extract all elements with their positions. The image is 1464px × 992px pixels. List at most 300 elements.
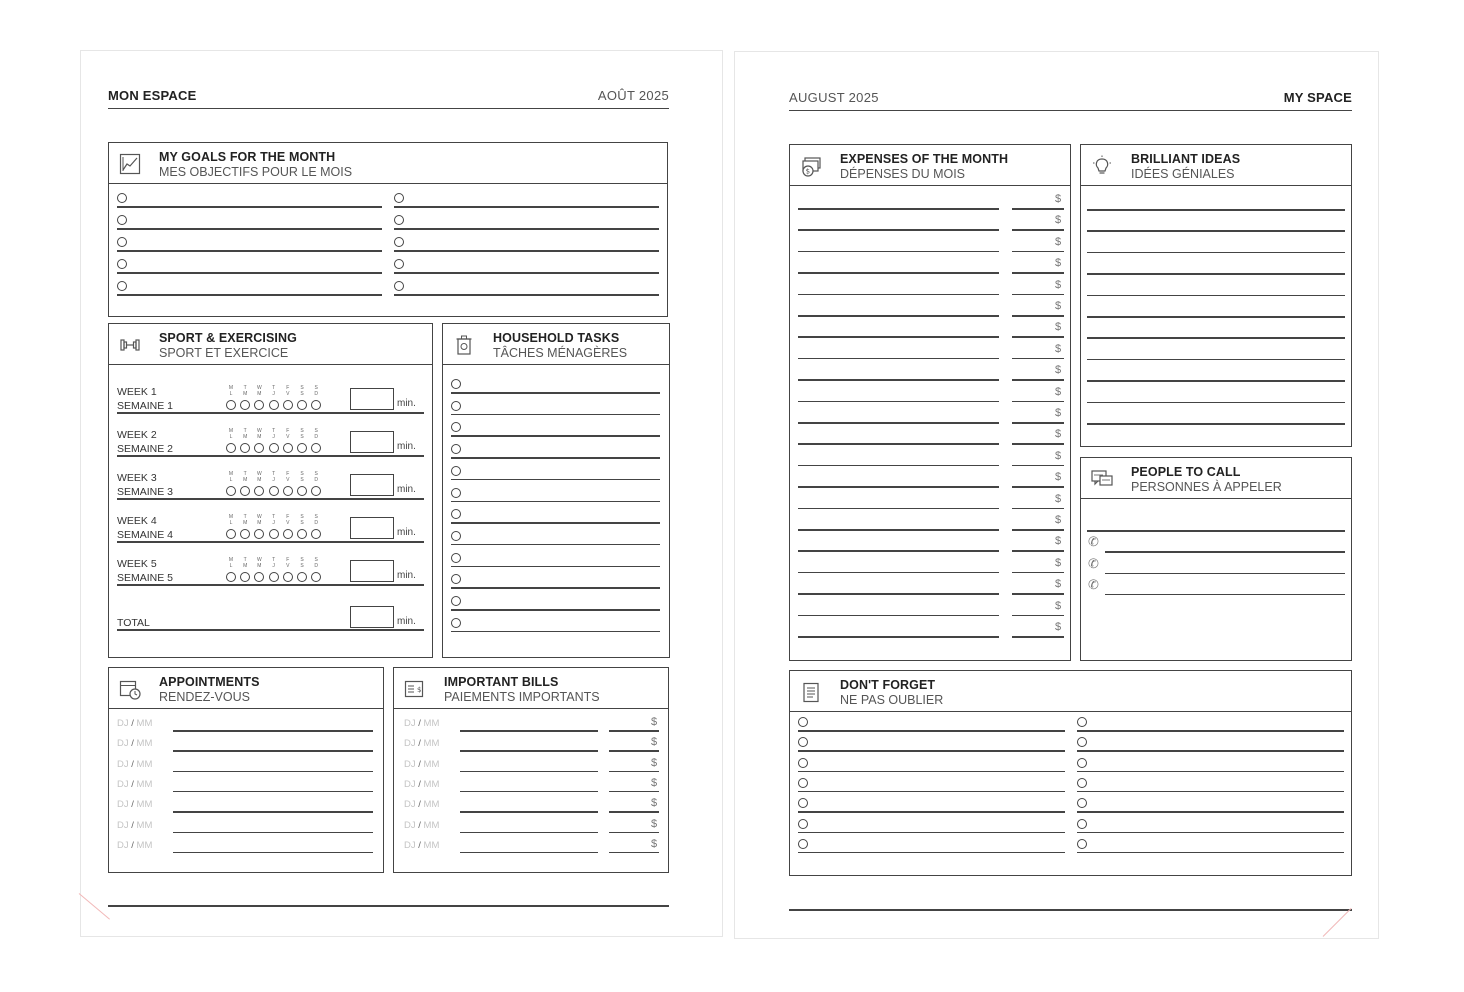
bill-line[interactable] <box>460 832 598 834</box>
date-day-placeholder: DJ <box>404 718 416 729</box>
currency-symbol: $ <box>651 716 658 728</box>
household-title: HOUSEHOLD TASKS <box>493 331 620 345</box>
task-line[interactable] <box>451 631 660 633</box>
date-month-placeholder: MM <box>136 778 153 790</box>
sport-total-minutes-box[interactable] <box>350 606 394 628</box>
day-checkbox[interactable] <box>254 443 264 453</box>
expense-amount-line[interactable] <box>1012 272 1064 274</box>
reminder-checkbox[interactable] <box>1077 778 1087 788</box>
reminder-line[interactable] <box>1077 750 1344 752</box>
day-letter-en: W <box>257 514 262 520</box>
task-line[interactable] <box>451 522 660 524</box>
goal-line[interactable] <box>117 294 382 296</box>
date-placeholder <box>117 820 152 831</box>
phone-icon: ✆ <box>1088 576 1099 592</box>
reminder-line[interactable] <box>798 832 1065 834</box>
reminder-checkbox[interactable] <box>798 717 808 727</box>
idea-line[interactable] <box>1087 380 1345 382</box>
reminder-checkbox[interactable] <box>1077 717 1087 727</box>
day-checkbox[interactable] <box>254 529 264 539</box>
idea-line[interactable] <box>1087 295 1345 297</box>
bills-title: IMPORTANT BILLS <box>444 675 559 689</box>
day-letter-en: T <box>243 471 247 477</box>
reminder-line[interactable] <box>1077 730 1344 732</box>
date-separator: / <box>128 839 137 851</box>
goal-line[interactable] <box>117 206 382 208</box>
people-subtitle: PERSONNES À APPELER <box>1131 480 1282 494</box>
reminder-line[interactable] <box>1077 832 1344 834</box>
reminder-line[interactable] <box>798 791 1065 793</box>
day-letter-en: S <box>300 471 304 477</box>
day-checkbox[interactable] <box>311 400 321 410</box>
week-label-fr: SEMAINE 1 <box>117 400 174 412</box>
day-letter-en: M <box>228 385 234 391</box>
day-checkbox[interactable] <box>269 572 279 582</box>
date-separator: / <box>415 738 424 750</box>
reminder-checkbox[interactable] <box>798 778 808 788</box>
expense-amount-line[interactable] <box>1012 229 1064 231</box>
week-line <box>117 541 424 543</box>
day-checkbox[interactable] <box>240 443 250 453</box>
bill-line[interactable] <box>460 730 598 732</box>
sport-box <box>108 323 433 658</box>
goal-checkbox[interactable] <box>117 215 127 225</box>
bill-amount-line[interactable] <box>609 750 659 752</box>
expense-line[interactable] <box>798 443 999 445</box>
expense-amount-line[interactable] <box>1012 358 1064 360</box>
day-letter-en: S <box>300 385 304 391</box>
day-checkbox[interactable] <box>311 572 321 582</box>
reminder-line[interactable] <box>1077 791 1344 793</box>
money-stack-icon <box>800 155 822 177</box>
expense-amount-line[interactable] <box>1012 315 1064 317</box>
currency-symbol: $ <box>651 776 658 789</box>
reminder-checkbox[interactable] <box>798 798 808 808</box>
task-checkbox[interactable] <box>451 531 461 541</box>
reminder-checkbox[interactable] <box>1077 819 1087 829</box>
day-checkbox[interactable] <box>269 486 279 496</box>
bill-amount-line[interactable] <box>609 730 659 732</box>
expense-amount-line[interactable] <box>1012 486 1064 488</box>
task-line[interactable] <box>451 566 660 568</box>
ideas-subtitle: IDÉES GÉNIALES <box>1131 167 1235 181</box>
right-header-title: MY SPACE <box>1283 90 1352 105</box>
date-placeholder <box>404 738 439 749</box>
expense-amount-line[interactable] <box>1012 401 1064 403</box>
day-checkbox[interactable] <box>283 529 293 539</box>
expense-amount-line[interactable] <box>1012 379 1064 381</box>
appointments-subtitle: RENDEZ-VOUS <box>159 690 250 704</box>
day-checkbox[interactable] <box>297 486 307 496</box>
bills-subtitle: PAIEMENTS IMPORTANTS <box>444 690 600 704</box>
idea-line[interactable] <box>1087 423 1345 425</box>
task-checkbox[interactable] <box>451 401 461 411</box>
sport-week-row <box>109 386 433 422</box>
left-corner-mark <box>79 893 110 919</box>
idea-line[interactable] <box>1087 337 1345 339</box>
expense-amount-line[interactable] <box>1012 336 1064 338</box>
goal-checkbox[interactable] <box>394 193 404 203</box>
household-box <box>442 323 670 658</box>
day-letter-en: F <box>286 385 290 391</box>
day-letter-en: M <box>228 428 234 434</box>
day-letter-en: S <box>300 428 304 434</box>
expense-line[interactable] <box>798 465 999 467</box>
left-page <box>80 50 723 937</box>
expense-line[interactable] <box>798 315 999 317</box>
date-day-placeholder: DJ <box>117 778 129 790</box>
expense-amount-line[interactable] <box>1012 529 1064 531</box>
day-letter-fr: V <box>286 391 290 397</box>
bill-line[interactable] <box>460 771 598 773</box>
date-day-placeholder: DJ <box>404 758 416 770</box>
week-minutes-box[interactable] <box>350 431 394 453</box>
expense-amount-line[interactable] <box>1012 208 1064 210</box>
day-checkbox[interactable] <box>297 443 307 453</box>
right-page <box>734 51 1379 939</box>
expense-line[interactable] <box>798 336 999 338</box>
currency-symbol: $ <box>1055 535 1062 548</box>
bill-amount-line[interactable] <box>609 832 659 834</box>
date-separator: / <box>415 718 424 729</box>
day-checkbox[interactable] <box>254 486 264 496</box>
expense-line[interactable] <box>798 572 999 574</box>
dumbbell-icon <box>119 334 141 356</box>
reminder-checkbox[interactable] <box>1077 758 1087 768</box>
week-minutes-box[interactable] <box>350 517 394 539</box>
week-min-label: min. <box>397 484 416 495</box>
date-separator: / <box>415 819 424 831</box>
expense-line[interactable] <box>798 294 999 296</box>
task-checkbox[interactable] <box>451 618 461 628</box>
date-separator: / <box>128 738 137 750</box>
bills-box-header <box>394 668 668 709</box>
day-letter-fr: L <box>229 520 233 526</box>
task-line[interactable] <box>451 414 660 416</box>
currency-symbol: $ <box>1055 342 1062 355</box>
goal-checkbox[interactable] <box>394 215 404 225</box>
right-corner-mark <box>1323 908 1352 937</box>
date-month-placeholder: MM <box>423 799 440 811</box>
bill-line[interactable] <box>460 791 598 793</box>
people-line[interactable] <box>1087 530 1345 532</box>
day-checkbox[interactable] <box>283 572 293 582</box>
expense-line[interactable] <box>798 229 999 231</box>
day-checkbox[interactable] <box>226 400 236 410</box>
expense-line[interactable] <box>798 636 999 638</box>
expense-line[interactable] <box>798 401 999 403</box>
people-line[interactable] <box>1105 573 1345 575</box>
goals-subtitle: MES OBJECTIFS POUR LE MOIS <box>159 165 353 179</box>
day-checkbox[interactable] <box>240 486 250 496</box>
idea-line[interactable] <box>1087 209 1345 211</box>
goal-line[interactable] <box>394 228 659 230</box>
people-title: PEOPLE TO CALL <box>1131 465 1241 479</box>
appointment-line[interactable] <box>173 791 373 793</box>
task-checkbox[interactable] <box>451 553 461 563</box>
idea-line[interactable] <box>1087 316 1345 318</box>
day-letter-fr: J <box>272 391 275 397</box>
date-month-placeholder: MM <box>136 839 153 851</box>
appointment-line[interactable] <box>173 750 373 752</box>
reminder-line[interactable] <box>798 771 1065 773</box>
idea-line[interactable] <box>1087 273 1345 275</box>
day-letter-fr: S <box>300 391 304 397</box>
date-month-placeholder: MM <box>136 738 153 750</box>
day-checkbox[interactable] <box>254 400 264 410</box>
goal-checkbox[interactable] <box>394 259 404 269</box>
day-letter-fr: M <box>257 563 262 569</box>
goal-line[interactable] <box>117 272 382 274</box>
people-box-header <box>1081 458 1351 499</box>
goal-line[interactable] <box>394 250 659 252</box>
dont-forget-subtitle: NE PAS OUBLIER <box>840 693 944 707</box>
goal-checkbox[interactable] <box>117 193 127 203</box>
reminder-checkbox[interactable] <box>798 839 808 849</box>
day-checkbox[interactable] <box>269 443 279 453</box>
day-letter-fr: V <box>286 434 290 440</box>
expense-amount-line[interactable] <box>1012 593 1064 595</box>
week-line <box>117 455 424 457</box>
task-line[interactable] <box>451 457 660 459</box>
goals-box-header <box>109 143 667 184</box>
dont-forget-box <box>789 670 1352 876</box>
currency-symbol: $ <box>1055 492 1062 505</box>
day-letter-fr: S <box>300 434 304 440</box>
bill-amount-line[interactable] <box>609 852 659 854</box>
reminder-checkbox[interactable] <box>1077 798 1087 808</box>
expense-amount-line[interactable] <box>1012 422 1064 424</box>
appointment-line[interactable] <box>173 832 373 834</box>
idea-line[interactable] <box>1087 402 1345 404</box>
appointment-line[interactable] <box>173 811 373 813</box>
expense-line[interactable] <box>798 593 999 595</box>
bill-amount-line[interactable] <box>609 811 659 813</box>
day-letter-fr: D <box>314 520 318 526</box>
goals-title: MY GOALS FOR THE MONTH <box>159 150 336 164</box>
currency-symbol: $ <box>1055 300 1062 312</box>
date-day-placeholder: DJ <box>117 738 129 750</box>
goal-line[interactable] <box>117 228 382 230</box>
day-letter-en: F <box>286 428 290 434</box>
reminder-checkbox[interactable] <box>798 737 808 747</box>
bill-line[interactable] <box>460 811 598 813</box>
bill-amount-line[interactable] <box>609 791 659 793</box>
date-placeholder <box>404 840 439 851</box>
day-checkbox[interactable] <box>226 443 236 453</box>
task-checkbox[interactable] <box>451 379 461 389</box>
expense-amount-line[interactable] <box>1012 251 1064 253</box>
task-checkbox[interactable] <box>451 488 461 498</box>
sport-week-row <box>109 515 433 551</box>
task-line[interactable] <box>451 501 660 503</box>
reminder-line[interactable] <box>1077 852 1344 854</box>
reminder-checkbox[interactable] <box>798 758 808 768</box>
day-checkbox[interactable] <box>226 572 236 582</box>
sport-box-header <box>109 324 432 365</box>
day-letter-en: S <box>300 514 304 520</box>
day-checkbox[interactable] <box>283 486 293 496</box>
day-checkbox[interactable] <box>297 529 307 539</box>
expense-line[interactable] <box>798 379 999 381</box>
goal-line[interactable] <box>394 206 659 208</box>
week-label-en: WEEK 4 <box>117 515 157 527</box>
goal-line[interactable] <box>117 250 382 252</box>
date-placeholder <box>404 799 439 810</box>
task-line[interactable] <box>451 587 660 589</box>
week-label-fr: SEMAINE 5 <box>117 572 174 584</box>
expenses-box-header <box>790 145 1070 186</box>
sport-week-row <box>109 472 433 508</box>
goal-checkbox[interactable] <box>117 259 127 269</box>
goal-checkbox[interactable] <box>117 281 127 291</box>
date-separator: / <box>415 758 424 770</box>
day-checkbox[interactable] <box>311 529 321 539</box>
expense-line[interactable] <box>798 615 999 617</box>
expense-amount-line[interactable] <box>1012 508 1064 510</box>
day-checkbox[interactable] <box>226 486 236 496</box>
date-separator: / <box>415 778 424 790</box>
task-checkbox[interactable] <box>451 422 461 432</box>
expense-line[interactable] <box>798 422 999 424</box>
day-letter-en: S <box>314 557 318 563</box>
expense-line[interactable] <box>798 208 999 210</box>
task-checkbox[interactable] <box>451 466 461 476</box>
expense-line[interactable] <box>798 251 999 253</box>
chat-bubbles-icon <box>1091 468 1113 490</box>
date-day-placeholder: DJ <box>117 819 129 831</box>
expense-line[interactable] <box>798 508 999 510</box>
week-minutes-box[interactable] <box>350 388 394 410</box>
expense-line[interactable] <box>798 486 999 488</box>
day-letter-en: M <box>228 557 234 563</box>
task-checkbox[interactable] <box>451 596 461 606</box>
date-placeholder <box>404 779 439 790</box>
reminder-line[interactable] <box>1077 771 1344 773</box>
day-letter-en: S <box>314 428 318 434</box>
day-checkbox[interactable] <box>269 529 279 539</box>
goal-checkbox[interactable] <box>394 281 404 291</box>
goal-checkbox[interactable] <box>394 237 404 247</box>
task-checkbox[interactable] <box>451 509 461 519</box>
expense-line[interactable] <box>798 550 999 552</box>
task-line[interactable] <box>451 544 660 546</box>
week-minutes-box[interactable] <box>350 474 394 496</box>
day-checkbox[interactable] <box>240 572 250 582</box>
day-checkbox[interactable] <box>240 400 250 410</box>
date-placeholder <box>117 738 152 749</box>
expense-line[interactable] <box>798 358 999 360</box>
expense-amount-line[interactable] <box>1012 465 1064 467</box>
bill-line[interactable] <box>460 750 598 752</box>
expense-amount-line[interactable] <box>1012 443 1064 445</box>
day-checkbox[interactable] <box>297 400 307 410</box>
date-day-placeholder: DJ <box>117 839 129 851</box>
day-checkbox[interactable] <box>311 486 321 496</box>
reminder-checkbox[interactable] <box>798 819 808 829</box>
expense-amount-line[interactable] <box>1012 550 1064 552</box>
date-placeholder <box>117 779 152 790</box>
day-letter-fr: M <box>257 391 262 397</box>
currency-symbol: $ <box>1055 578 1062 591</box>
idea-line[interactable] <box>1087 252 1345 254</box>
reminder-line[interactable] <box>798 852 1065 854</box>
day-checkbox[interactable] <box>240 529 250 539</box>
expense-amount-line[interactable] <box>1012 615 1064 617</box>
reminder-line[interactable] <box>1077 811 1344 813</box>
day-letter-fr: L <box>229 391 233 397</box>
reminder-line[interactable] <box>798 730 1065 732</box>
date-month-placeholder: MM <box>423 718 440 729</box>
idea-line[interactable] <box>1087 230 1345 232</box>
task-line[interactable] <box>451 609 660 611</box>
date-day-placeholder: DJ <box>404 819 416 831</box>
day-checkbox[interactable] <box>283 443 293 453</box>
reminder-checkbox[interactable] <box>1077 737 1087 747</box>
day-checkbox[interactable] <box>254 572 264 582</box>
svg-text:$: $ <box>805 167 811 176</box>
phone-icon: ✆ <box>1088 534 1099 550</box>
expense-amount-line[interactable] <box>1012 294 1064 296</box>
goal-checkbox[interactable] <box>117 237 127 247</box>
task-checkbox[interactable] <box>451 574 461 584</box>
day-letter-fr: L <box>229 563 233 569</box>
task-checkbox[interactable] <box>451 444 461 454</box>
people-line[interactable] <box>1105 594 1345 596</box>
expense-amount-line[interactable] <box>1012 636 1064 638</box>
appointment-line[interactable] <box>173 852 373 854</box>
week-minutes-box[interactable] <box>350 560 394 582</box>
idea-line[interactable] <box>1087 359 1345 361</box>
bill-line[interactable] <box>460 852 598 854</box>
day-letter-en: S <box>314 514 318 520</box>
sport-total-min-label: min. <box>397 616 416 627</box>
expense-line[interactable] <box>798 272 999 274</box>
day-checkbox[interactable] <box>283 400 293 410</box>
day-letter-fr: J <box>272 434 275 440</box>
reminder-checkbox[interactable] <box>1077 839 1087 849</box>
invoice-icon <box>404 678 426 700</box>
appointment-line[interactable] <box>173 730 373 732</box>
currency-symbol: $ <box>1055 278 1062 291</box>
task-line[interactable] <box>451 479 660 481</box>
calendar-clock-icon <box>119 678 141 700</box>
task-line[interactable] <box>451 435 660 437</box>
goal-line[interactable] <box>394 272 659 274</box>
day-letter-fr: D <box>314 391 318 397</box>
appointment-line[interactable] <box>173 771 373 773</box>
reminder-line[interactable] <box>798 750 1065 752</box>
bill-amount-line[interactable] <box>609 771 659 773</box>
date-placeholder <box>404 820 439 831</box>
ideas-title: BRILLIANT IDEAS <box>1131 152 1241 166</box>
people-line[interactable] <box>1105 551 1345 553</box>
expense-amount-line[interactable] <box>1012 572 1064 574</box>
day-checkbox[interactable] <box>226 529 236 539</box>
goal-line[interactable] <box>394 294 659 296</box>
day-letter-en: M <box>228 471 234 477</box>
task-line[interactable] <box>451 392 660 394</box>
currency-symbol: $ <box>1055 556 1062 569</box>
day-letter-en: T <box>243 557 247 563</box>
reminder-line[interactable] <box>798 811 1065 813</box>
day-checkbox[interactable] <box>297 572 307 582</box>
day-checkbox[interactable] <box>269 400 279 410</box>
date-placeholder <box>117 718 152 729</box>
expense-line[interactable] <box>798 529 999 531</box>
right-header-date: AUGUST 2025 <box>789 90 879 105</box>
day-checkbox[interactable] <box>311 443 321 453</box>
